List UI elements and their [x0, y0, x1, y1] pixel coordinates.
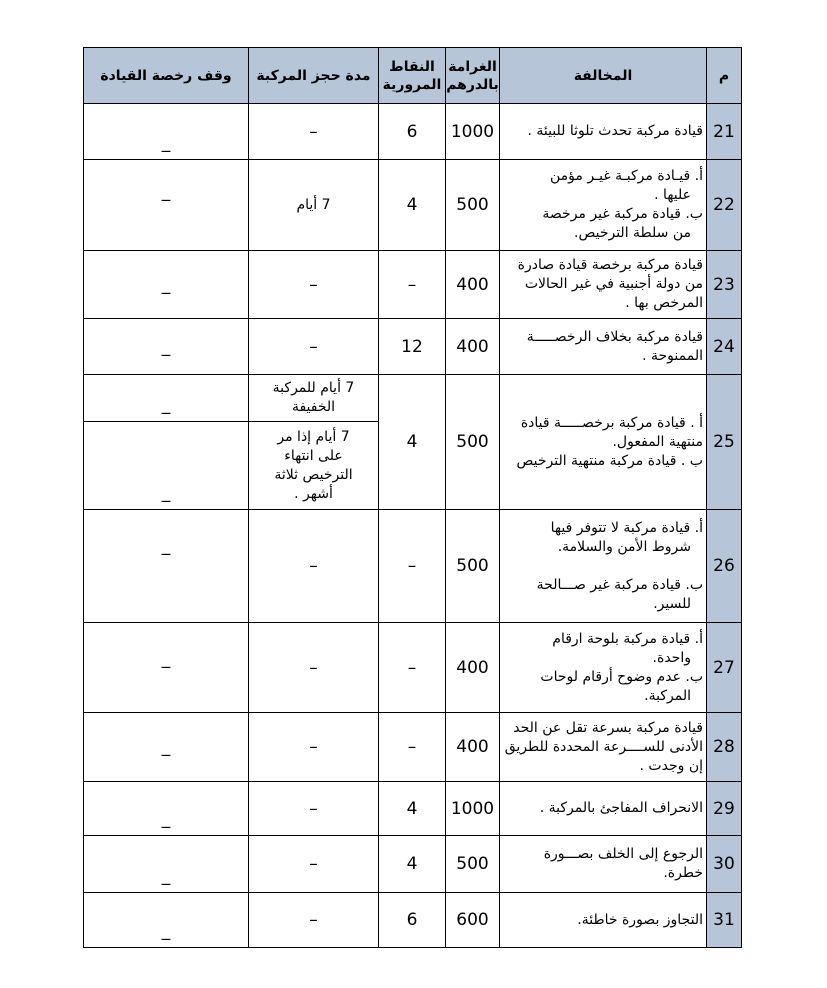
suspension-cell: _ — [84, 422, 249, 510]
header-points: النقاط المرورية — [379, 48, 446, 104]
impound-cell: – — [249, 836, 379, 893]
row-number: 22 — [707, 160, 742, 251]
impound-cell: – — [249, 893, 379, 948]
suspension-cell: _ — [84, 251, 249, 319]
row-number: 26 — [707, 510, 742, 623]
fine-cell: 500 — [446, 510, 500, 623]
fine-cell: 500 — [446, 160, 500, 251]
fine-cell: 1000 — [446, 782, 500, 836]
violation-line: المركبة. — [644, 687, 691, 704]
points-cell: 4 — [379, 375, 446, 510]
header-suspension: وقف رخصة القيادة — [84, 48, 249, 104]
fine-cell: 600 — [446, 893, 500, 948]
violation-line: الانحراف المفاجئ بالمركبة . — [539, 800, 703, 816]
header-row — [84, 48, 742, 104]
fine-cell: 500 — [446, 375, 500, 510]
violation-line: من دولة أجنبية في غير الحالات — [524, 276, 703, 292]
violation-line: واحدة. — [652, 649, 691, 666]
points-cell: – — [379, 713, 446, 782]
suspension-cell: _ — [84, 836, 249, 893]
fine-cell: 400 — [446, 713, 500, 782]
impound-cell: – — [249, 510, 379, 623]
violation-line: من سلطة الترخيص. — [574, 225, 691, 241]
row-number: 31 — [707, 893, 742, 948]
violation-cell — [500, 836, 707, 893]
violation-line: شروط الأمن والسلامة. — [557, 538, 691, 555]
violation-line: ب. عدم وضوح أرقام لوحات — [540, 668, 703, 685]
suspension-cell: _ — [84, 782, 249, 836]
table-row — [84, 375, 742, 422]
table-row — [84, 713, 742, 782]
violation-cell — [500, 713, 707, 782]
violation-line: إن وجدت . — [639, 757, 703, 774]
table-row — [84, 782, 742, 836]
impound-cell: – — [249, 104, 379, 160]
table-row — [84, 510, 742, 623]
row-number: 24 — [707, 319, 742, 375]
table-row — [84, 836, 742, 893]
header-violation: المخالفة — [500, 48, 707, 104]
suspension-cell: _ — [84, 375, 249, 422]
fine-cell: 400 — [446, 251, 500, 319]
points-cell: 6 — [379, 104, 446, 160]
violation-line: قيادة مركبة بخلاف الرخصـــــة — [526, 328, 703, 345]
violation-cell — [500, 893, 707, 948]
violation-line — [504, 557, 703, 576]
violation-cell — [500, 623, 707, 713]
violation-line: منتهية المفعول. — [612, 433, 703, 450]
impound-cell: 7 أيام — [249, 160, 379, 251]
violation-line: عليها . — [654, 187, 691, 203]
impound-cell: – — [249, 623, 379, 713]
suspension-cell: _ — [84, 713, 249, 782]
violation-cell — [500, 510, 707, 623]
table-row — [84, 251, 742, 319]
points-cell: 6 — [379, 893, 446, 948]
violation-line: المرخص بها . — [625, 295, 703, 311]
violation-line: أ . قيادة مركبة برخصـــــة قيادة — [520, 414, 703, 431]
violation-line: التجاوز بصورة خاطئة. — [577, 911, 703, 928]
suspension-cell: _ — [84, 319, 249, 375]
suspension-cell: _ — [84, 623, 249, 713]
points-cell: – — [379, 510, 446, 623]
violation-cell — [500, 160, 707, 251]
fine-cell: 1000 — [446, 104, 500, 160]
table-row — [84, 623, 742, 713]
header-fine: الغرامة بالدرهم — [446, 48, 500, 104]
impound-cell: – — [249, 319, 379, 375]
violation-cell — [500, 375, 707, 510]
points-cell: 12 — [379, 319, 446, 375]
violation-line: أ. قيـادة مركبـة غيـر مؤمن — [550, 168, 703, 184]
table-row — [84, 893, 742, 948]
header-num: م — [707, 48, 742, 104]
fine-cell: 400 — [446, 623, 500, 713]
row-number: 21 — [707, 104, 742, 160]
violation-line: للسير. — [653, 595, 691, 612]
impound-cell-light: 7 أيام للمركبة الخفيفة — [249, 375, 379, 422]
suspension-cell: _ — [84, 104, 249, 160]
impound-cell: – — [249, 251, 379, 319]
table-row — [84, 160, 742, 251]
impound-cell-expired: 7 أيام إذا مر على انتهاء الترخيص ثلاثة أشهر . — [249, 422, 379, 510]
violation-cell — [500, 251, 707, 319]
table-row — [84, 104, 742, 160]
violation-line: أ. قيادة مركبة بلوحة ارقام — [552, 630, 703, 647]
row-number: 29 — [707, 782, 742, 836]
points-cell: 4 — [379, 782, 446, 836]
impound-cell: – — [249, 713, 379, 782]
header-impound: مدة حجز المركبة — [249, 48, 379, 104]
violation-cell — [500, 104, 707, 160]
suspension-cell: _ — [84, 893, 249, 948]
points-cell: – — [379, 251, 446, 319]
violation-line: الرجوع إلى الخلف بصـــورة — [543, 846, 703, 862]
violation-line: قيادة مركبة برخصة قيادة صادرة — [517, 257, 703, 273]
row-number: 25 — [707, 375, 742, 510]
violation-line: ب . قيادة مركبة منتهية الترخيص — [516, 452, 703, 469]
violations-table — [83, 47, 742, 948]
suspension-cell: _ — [84, 160, 249, 251]
row-number: 28 — [707, 713, 742, 782]
impound-cell: – — [249, 782, 379, 836]
violation-line: أ. قيادة مركبة لا تتوفر فيها — [550, 519, 703, 536]
points-cell: – — [379, 623, 446, 713]
fine-cell: 400 — [446, 319, 500, 375]
violation-line: الممنوحة . — [642, 347, 703, 364]
violation-line: ب. قيادة مركبة غير مرخصة — [542, 206, 703, 222]
table-row — [84, 319, 742, 375]
suspension-cell: _ — [84, 510, 249, 623]
violation-line: خطرة. — [663, 865, 703, 881]
points-cell: 4 — [379, 160, 446, 251]
violation-cell — [500, 319, 707, 375]
row-number: 30 — [707, 836, 742, 893]
violation-line: الأدنى للســــرعة المحددة للطريق — [504, 738, 703, 755]
violation-cell — [500, 782, 707, 836]
points-cell: 4 — [379, 836, 446, 893]
violation-line: قيادة مركبة تحدث تلوثا للبيئة . — [527, 123, 703, 139]
row-number: 23 — [707, 251, 742, 319]
violation-line: قيادة مركبة بسرعة تقل عن الحد — [513, 719, 703, 736]
violation-line: ب. قيادة مركبة غير صـــالحة — [536, 576, 703, 593]
fine-cell: 500 — [446, 836, 500, 893]
row-number: 27 — [707, 623, 742, 713]
